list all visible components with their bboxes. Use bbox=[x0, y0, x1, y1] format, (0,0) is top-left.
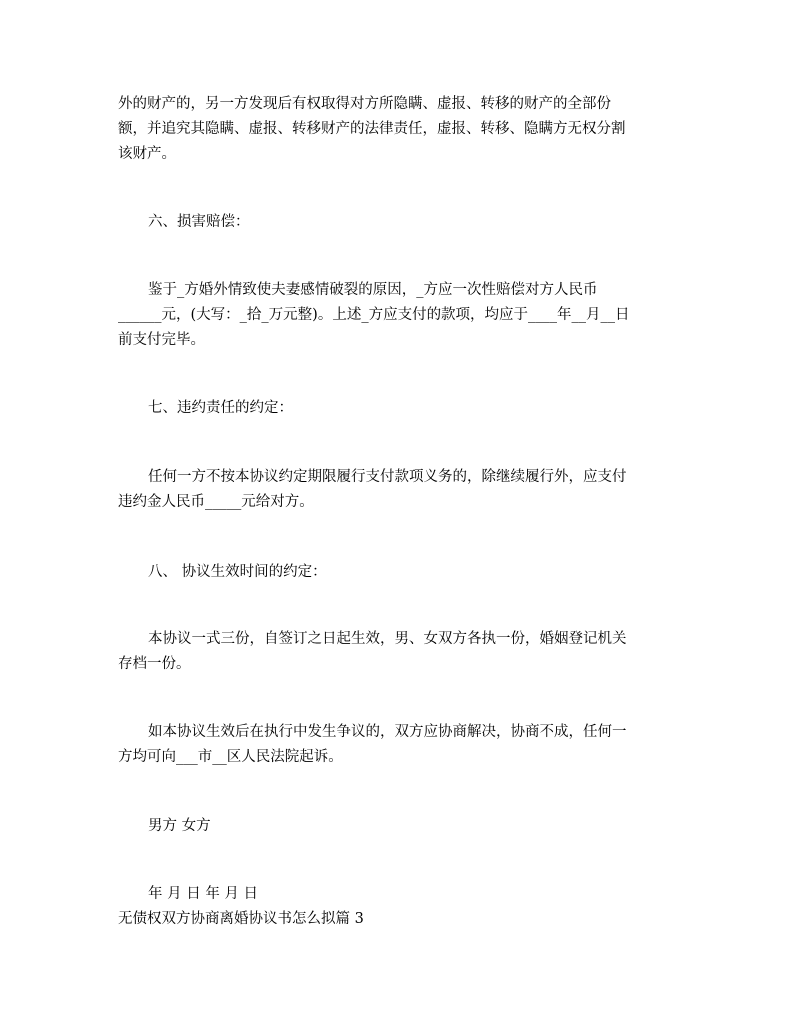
paragraph-line: 前支付完毕。 bbox=[118, 332, 205, 348]
paragraph-line: ______元，(大写：_拾_万元整)。上述_方应支付的款项，均应于____年__月__日 bbox=[118, 307, 630, 323]
paragraph-line: 违约金人民币_____元给对方。 bbox=[118, 494, 314, 510]
paragraph-line: 存档一份。 bbox=[118, 656, 191, 672]
paragraph-line: 任何一方不按本协议约定期限履行支付款项义务的，除继续履行外，应支付 bbox=[148, 469, 627, 485]
document-title: 无债权双方协商离婚协议书怎么拟篇 3 bbox=[118, 911, 364, 927]
paragraph-line: 额，并追究其隐瞒、虚报、转移财产的法律责任，虚报、转移、隐瞒方无权分割 bbox=[118, 121, 626, 137]
paragraph-line: 鉴于_方婚外情致使夫妻感情破裂的原因，_方应一次性赔偿对方人民币 bbox=[148, 282, 598, 298]
paragraph-line: 该财产。 bbox=[118, 146, 176, 162]
section-heading: 七、违约责任的约定： bbox=[148, 400, 293, 416]
signature-dates: 年 月 日 年 月 日 bbox=[148, 886, 259, 902]
signature-parties: 男方 女方 bbox=[148, 818, 211, 834]
section-heading: 八、 协议生效时间的约定： bbox=[148, 564, 327, 580]
section-heading: 六、损害赔偿： bbox=[148, 214, 250, 230]
paragraph-line: 方均可向___市__区人民法院起诉。 bbox=[118, 749, 343, 765]
paragraph-line: 如本协议生效后在执行中发生争议的，双方应协商解决，协商不成，任何一 bbox=[148, 724, 627, 740]
paragraph-line: 本协议一式三份，自签订之日起生效，男、女双方各执一份，婚姻登记机关 bbox=[148, 631, 627, 647]
paragraph-line: 外的财产的，另一方发现后有权取得对方所隐瞒、虚报、转移的财产的全部份 bbox=[118, 96, 611, 112]
